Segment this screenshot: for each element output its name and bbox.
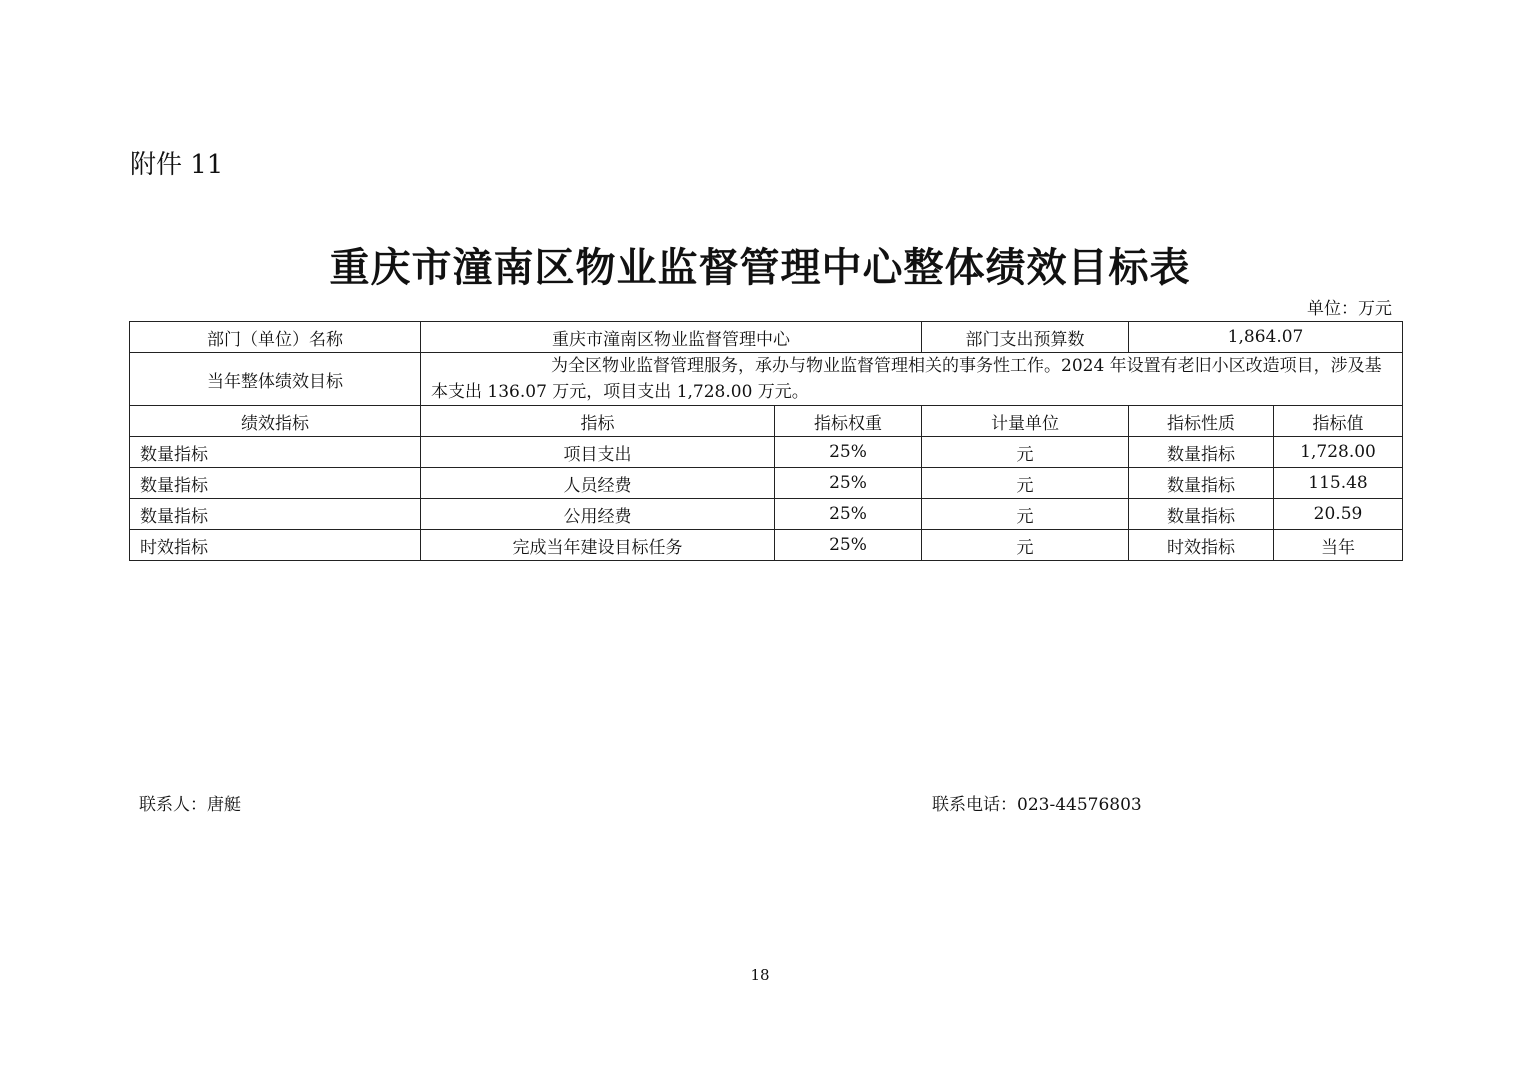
column-header: 计量单位 — [922, 406, 1129, 437]
dept-name-cell: 重庆市潼南区物业监督管理中心 — [421, 322, 922, 353]
budget-label-cell: 部门支出预算数 — [922, 322, 1129, 353]
dept-label-cell: 部门（单位）名称 — [130, 322, 421, 353]
table-cell: 时效指标 — [1129, 530, 1274, 561]
performance-table — [129, 321, 1403, 561]
table-cell: 数量指标 — [1129, 437, 1274, 468]
table-cell: 公用经费 — [421, 499, 775, 530]
goal-text: 为全区物业监督管理服务，承办与物业监督管理相关的事务性工作。2024 年设置有老旧小区改造项目，涉及基本支出 136.07 万元，项目支出 1,728.00 万元。 — [431, 356, 1382, 402]
table-cell: 25% — [775, 499, 922, 530]
contact-phone: 联系电话：023-44576803 — [932, 795, 1142, 815]
table-cell: 20.59 — [1274, 499, 1403, 530]
table-cell: 数量指标 — [130, 437, 421, 468]
table-cell: 数量指标 — [1129, 499, 1274, 530]
budget-value-cell: 1,864.07 — [1129, 322, 1403, 353]
table-cell: 元 — [922, 437, 1129, 468]
column-header: 指标权重 — [775, 406, 922, 437]
table-cell: 1,728.00 — [1274, 437, 1403, 468]
indicator-body — [130, 437, 1403, 561]
table-cell: 115.48 — [1274, 468, 1403, 499]
column-header: 指标值 — [1274, 406, 1403, 437]
table-cell: 元 — [922, 468, 1129, 499]
table-cell: 元 — [922, 499, 1129, 530]
column-header: 绩效指标 — [130, 406, 421, 437]
unit-label: 单位：万元 — [1307, 299, 1392, 319]
table-cell: 数量指标 — [130, 499, 421, 530]
table-row — [130, 437, 1403, 468]
attachment-label: 附件 11 — [130, 150, 224, 180]
table-row — [130, 322, 1403, 353]
column-header: 指标 — [421, 406, 775, 437]
indicator-header-row — [130, 406, 1403, 437]
table-cell: 完成当年建设目标任务 — [421, 530, 775, 561]
table-cell: 数量指标 — [130, 468, 421, 499]
table-cell: 元 — [922, 530, 1129, 561]
table-cell: 25% — [775, 468, 922, 499]
table-cell: 25% — [775, 437, 922, 468]
table-cell: 当年 — [1274, 530, 1403, 561]
table-cell: 时效指标 — [130, 530, 421, 561]
table-cell: 数量指标 — [1129, 468, 1274, 499]
goal-label-cell: 当年整体绩效目标 — [130, 353, 421, 406]
page-number: 18 — [750, 966, 770, 984]
table-row — [130, 468, 1403, 499]
column-header: 指标性质 — [1129, 406, 1274, 437]
page-title: 重庆市潼南区物业监督管理中心整体绩效目标表 — [329, 245, 1191, 291]
table-row — [130, 530, 1403, 561]
table-cell: 项目支出 — [421, 437, 775, 468]
table-cell: 25% — [775, 530, 922, 561]
table-cell: 人员经费 — [421, 468, 775, 499]
table-row — [130, 353, 1403, 406]
contact-person: 联系人：唐艇 — [139, 795, 241, 815]
goal-text-cell — [421, 353, 1403, 406]
table-row — [130, 499, 1403, 530]
